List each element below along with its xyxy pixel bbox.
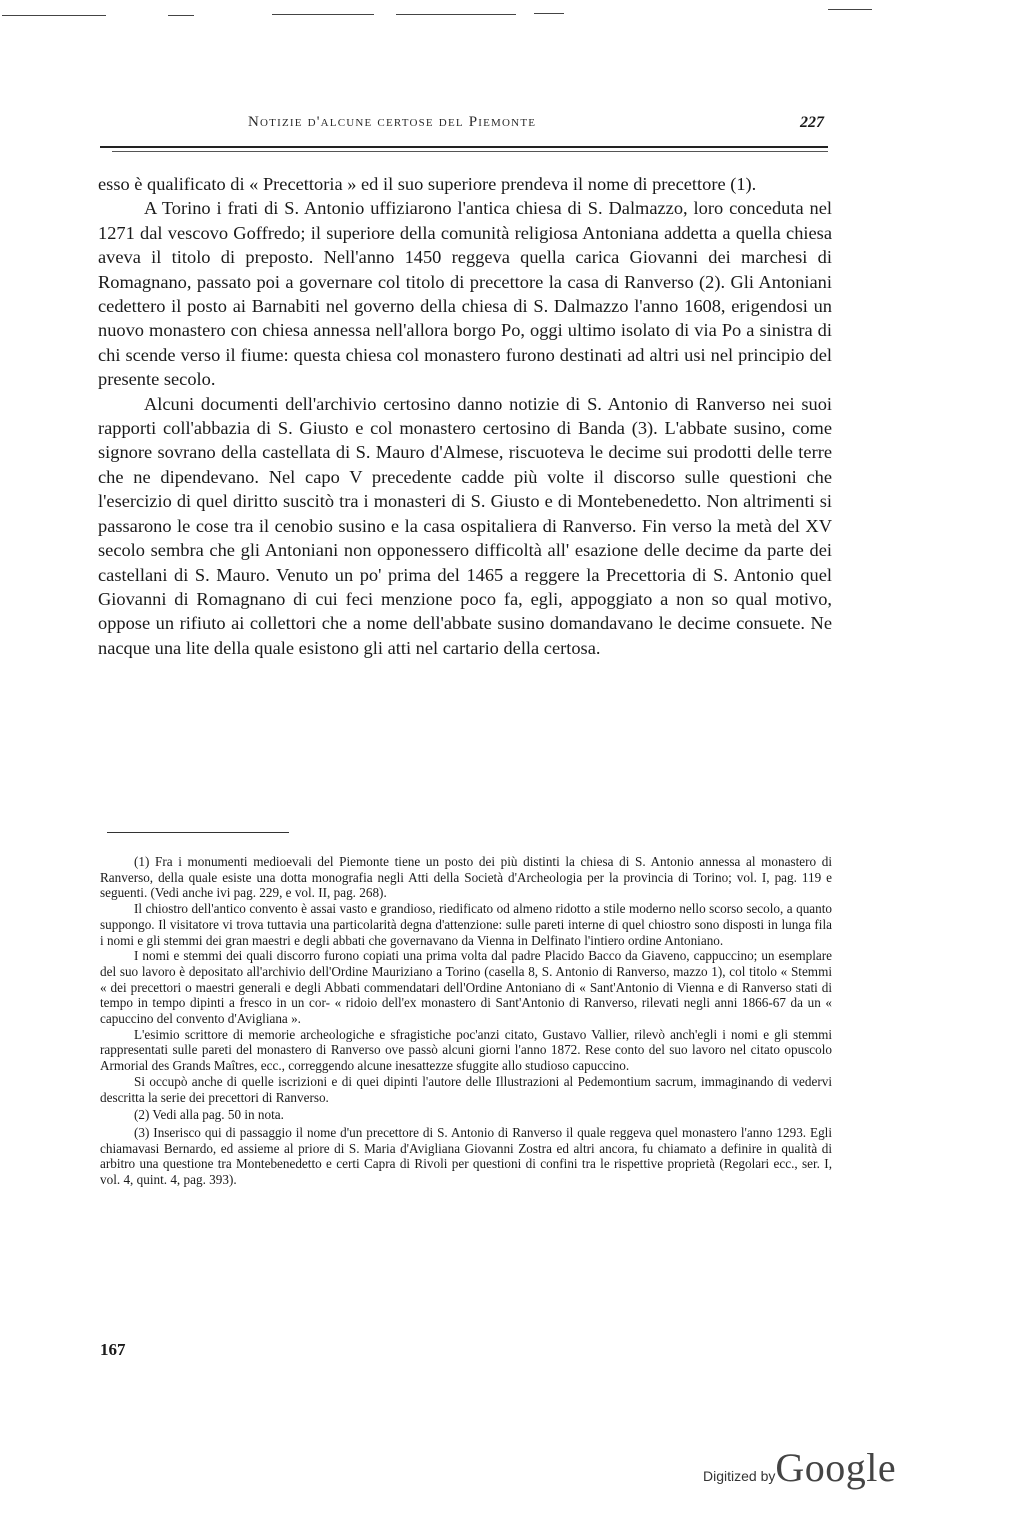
scan-artifact xyxy=(534,13,564,14)
scan-artifact xyxy=(828,9,872,10)
google-watermark xyxy=(703,1444,896,1491)
footnote-separator xyxy=(107,832,289,833)
page-number: 227 xyxy=(800,114,824,131)
watermark-small: Digitized by xyxy=(703,1468,776,1484)
header-rule-thin xyxy=(112,151,828,152)
paragraph: A Torino i frati di S. Antonio uffiziarono l'antica chiesa di S. Dalmazzo, loro conceduta nel 1271 dal vescovo Goffredo; il superiore della comunità religiosa Antoniana addetta a quella chiesa aveva il titolo di preposto. Nell'anno 1450 reggeva quella carica Giovanni dei marchesi di Romagnano, passato poi a governare col titolo di precettore la casa di Ranverso (2). Gli Antoniani cedettero il posto ai Barnabiti nel governo della chiesa di S. Dalmazzo l'anno 1608, erigendosi un nuovo monastero con chiesa annessa nell'allora borgo Po, oggi ultimo isolato di via Po a sinistra di chi scende verso il fiume: questa chiesa col monastero furono destinati ad altri usi nel principio del presente secolo. xyxy=(98,198,832,390)
footnote: I nomi e stemmi dei quali discorro furono copiati una prima volta dal padre Placido Bacco da Giaveno, cappuccino; un esemplare del suo lavoro è depositato all'archivio dell'Ordine Mauriziano a Torino (casella 8, S. Antonio di Ranverso, mazzo 1), col titolo « Stemmi « dei precettori o maestri generali e degli Abbati commendatari dell'Ordine Antoniano di « Sant'Antonio di Vienna e di Ranverso stati di tempo in tempo dipinti a fresco in un cor- « ridoio dell'ex monastero di Sant'Antonio di Ranverso, rilevati negli anni 1866-67 da un « capuccino del convento d'Avigliana ». xyxy=(100,948,832,1027)
scan-artifact xyxy=(272,14,374,15)
paragraph: esso è qualificato di « Precettoria » ed il suo superiore prendeva il nome di precettore (1). xyxy=(98,174,757,194)
scan-artifact xyxy=(396,14,516,15)
footnote: Il chiostro dell'antico convento è assai vasto e grandioso, riedificato od almeno ridotto a stile moderno nello scorso secolo, a quanto suppongo. Il visitatore vi trova tuttavia una particolarità degna d'attenzione: sulle pareti interne di quel chiostro sono disposti in lunga fila i nomi e gli stemmi dei gran maestri e degli abbati che governavano da Vienna in Delfinato l'intiero ordine Antoniano. xyxy=(100,901,832,948)
footnote: L'esimio scrittore di memorie archeologiche e sfragistiche poc'anzi citato, Gustavo Vallier, rilevò anch'egli i nomi e gli stemmi rappresentati sulle pareti del monastero di Ranverso ove passò alcuni giorni l'anno 1872. Rese conto del suo lavoro nel citato opuscolo Armorial des Grands Maîtres, ecc., correggendo alcune inesattezze sfuggite allo studioso capuccino. xyxy=(100,1026,832,1074)
footnote: (2) Vedi alla pag. 50 in nota. xyxy=(134,1107,284,1123)
header-rule xyxy=(100,146,828,148)
footnote: (3) Inserisco qui di passaggio il nome d'un precettore di S. Antonio di Ranverso il quale reggeva quel monastero l'anno 1293. Egli chiamavasi Bernardo, ed assieme al priore di S. Maria d'Avigliana Giovanni Zostra ed altri ancora, fu chiamato a definire in qualità di arbitro una questione tra Montebenedetto e certi Capra di Rivoli per questioni di confini tra le rispettive proprietà (Regolari ecc., ser. I, vol. 4, quint. 4, pag. 393). xyxy=(100,1124,832,1188)
footnote: Si occupò anche di quelle iscrizioni e di quei dipinti l'autore delle Illustrazioni al Pedemontium sacrum, immaginando di vedervi descritta la serie dei precettori di Ranverso. xyxy=(100,1073,832,1105)
footnotes xyxy=(100,854,832,1188)
running-header xyxy=(98,114,830,136)
scan-artifact xyxy=(168,15,194,16)
running-title: Notizie d'alcune certose del Piemonte xyxy=(248,114,537,130)
signature-mark: 167 xyxy=(100,1340,126,1359)
main-text xyxy=(98,172,832,660)
paragraph: Alcuni documenti dell'archivio certosino danno notizie di S. Antonio di Ranverso nei suoi rapporti coll'abbazia di S. Giusto e col monastero certosino di Banda (3). L'abbate susino, come signore sovrano della castellata di S. Mauro d'Almese, riscuoteva le decime sui prodotti delle terre che ne dipendevano. Nel capo V precedente cadde più volte il discorso sulle questioni che l'esercizio di quel diritto suscitò tra i monasteri di S. Giusto e di Montebenedetto. Non altrimenti si passarono le cose tra il cenobio susino e la casa ospitaliera di Ranverso. Fin verso la metà del XV secolo sembra che gli Antoniani non opponessero difficoltà all' esazione delle decime da parte dei castellani di S. Mauro. Venuto un po' prima del 1465 a reggere la Precettoria di S. Antonio quel Giovanni di Romagnano di cui feci menzione poco fa, egli, appoggiato a non so qual motivo, oppose un rifiuto ai collettori che a nome dell'abbate susino domandavano le decime consuete. Ne nacque una lite della quale esistono gli atti nel cartario della certosa. xyxy=(98,393,832,658)
google-logo: Google xyxy=(775,1445,897,1490)
scan-artifact xyxy=(2,15,106,16)
footnote: (1) Fra i monumenti medioevali del Piemonte tiene un posto dei più distinti la chiesa di S. Antonio annessa al monastero di Ranverso, della quale esiste una dotta monografia negli Atti della Società d'Archeologia per la provincia di Torino; vol. I, pag. 119 e seguenti. (Vedi anche ivi pag. 229, e vol. II, pag. 268). xyxy=(100,854,832,901)
